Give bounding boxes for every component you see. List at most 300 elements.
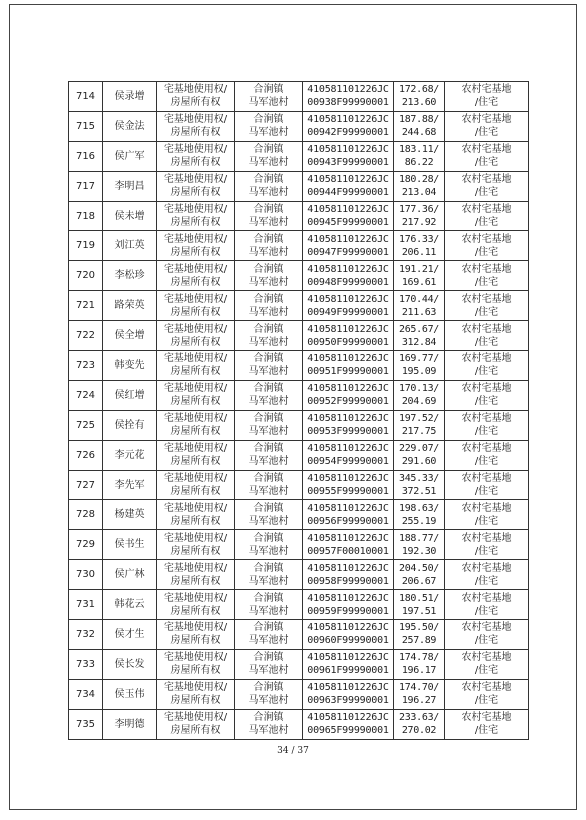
unit-code-cell bbox=[303, 500, 394, 530]
location-cell bbox=[235, 171, 303, 201]
location-line: 马军池村 bbox=[248, 695, 289, 707]
location-line: 合涧镇 bbox=[253, 562, 284, 574]
unit-code-line: 00958F99990001 bbox=[307, 575, 389, 587]
unit-code-line: 00963F99990001 bbox=[307, 695, 389, 707]
unit-code-line: 00938F99990001 bbox=[307, 97, 389, 109]
unit-code-line: 410581101226JC bbox=[307, 263, 389, 275]
location-line: 马军池村 bbox=[248, 157, 289, 169]
right-type-line: 房屋所有权 bbox=[170, 605, 221, 617]
usage-line: 农村宅基地 bbox=[461, 532, 512, 544]
right-type-cell bbox=[157, 141, 235, 171]
unit-code-line: 00947F99990001 bbox=[307, 246, 389, 258]
table-row bbox=[69, 171, 529, 201]
table-row bbox=[69, 560, 529, 590]
usage-cell bbox=[445, 590, 529, 620]
row-number-cell: 724 bbox=[69, 380, 103, 410]
right-type-line: 房屋所有权 bbox=[170, 515, 221, 527]
area-line: 183.11/ bbox=[398, 144, 440, 156]
unit-code-line: 410581101226JC bbox=[307, 233, 389, 245]
location-line: 合涧镇 bbox=[253, 204, 284, 215]
usage-cell bbox=[445, 440, 529, 470]
usage-line: /住宅 bbox=[474, 725, 499, 737]
right-type-line: 宅基地使用权/ bbox=[163, 682, 228, 694]
usage-line: 农村宅基地 bbox=[461, 413, 512, 425]
location-cell bbox=[235, 321, 303, 351]
location-line: 合涧镇 bbox=[253, 682, 284, 694]
right-type-line: 房屋所有权 bbox=[170, 276, 221, 288]
area-line: 174.70/ bbox=[398, 682, 440, 694]
table-row bbox=[69, 82, 529, 112]
area-line: 291.60 bbox=[401, 456, 437, 468]
table-row bbox=[69, 590, 529, 620]
unit-code-line: 00950F99990001 bbox=[307, 336, 389, 348]
owner-name-cell: 侯长发 bbox=[103, 649, 157, 679]
right-type-cell bbox=[157, 679, 235, 709]
usage-line: /住宅 bbox=[474, 396, 499, 408]
location-line: 合涧镇 bbox=[253, 353, 284, 365]
right-type-line: 宅基地使用权/ bbox=[163, 712, 228, 724]
table-row bbox=[69, 321, 529, 351]
right-type-line: 房屋所有权 bbox=[170, 575, 221, 587]
page-number: 34 / 37 bbox=[277, 746, 309, 756]
usage-line: /住宅 bbox=[474, 187, 499, 199]
location-line: 合涧镇 bbox=[253, 622, 284, 634]
area-cell bbox=[394, 380, 445, 410]
usage-line: 农村宅基地 bbox=[461, 204, 512, 215]
owner-name-cell: 侯广军 bbox=[103, 141, 157, 171]
area-line: 174.78/ bbox=[398, 652, 440, 664]
right-type-line: 房屋所有权 bbox=[170, 545, 221, 557]
usage-line: 农村宅基地 bbox=[461, 562, 512, 574]
row-number-cell: 729 bbox=[69, 530, 103, 560]
location-cell bbox=[235, 649, 303, 679]
location-line: 合涧镇 bbox=[253, 652, 284, 664]
unit-code-line: 00955F99990001 bbox=[307, 486, 389, 498]
usage-line: /住宅 bbox=[474, 217, 499, 228]
location-line: 合涧镇 bbox=[253, 144, 284, 156]
area-line: 345.33/ bbox=[398, 473, 440, 485]
table-row bbox=[69, 620, 529, 650]
row-number-cell: 730 bbox=[69, 560, 103, 590]
area-line: 172.68/ bbox=[398, 84, 440, 96]
location-cell bbox=[235, 141, 303, 171]
usage-line: /住宅 bbox=[474, 515, 499, 527]
location-line: 马军池村 bbox=[248, 306, 289, 318]
unit-code-line: 410581101226JC bbox=[307, 353, 389, 365]
location-line: 马军池村 bbox=[248, 276, 289, 288]
owner-name-cell: 侯才生 bbox=[103, 620, 157, 650]
usage-cell bbox=[445, 709, 529, 739]
unit-code-line: 00957F00010001 bbox=[307, 545, 389, 557]
unit-code-line: 410581101226JC bbox=[307, 712, 389, 724]
location-line: 合涧镇 bbox=[253, 174, 284, 186]
location-line: 马军池村 bbox=[248, 426, 289, 438]
area-line: 372.51 bbox=[401, 486, 437, 498]
area-cell bbox=[394, 530, 445, 560]
location-line: 马军池村 bbox=[248, 396, 289, 408]
usage-line: /住宅 bbox=[474, 97, 499, 109]
table-row bbox=[69, 380, 529, 410]
usage-cell bbox=[445, 351, 529, 381]
unit-code-cell bbox=[303, 410, 394, 440]
right-type-line: 房屋所有权 bbox=[170, 127, 221, 139]
right-type-cell bbox=[157, 201, 235, 231]
unit-code-cell bbox=[303, 620, 394, 650]
owner-name-cell: 侯玉伟 bbox=[103, 679, 157, 709]
unit-code-cell bbox=[303, 709, 394, 739]
usage-cell bbox=[445, 500, 529, 530]
owner-name-cell: 李元花 bbox=[103, 440, 157, 470]
usage-cell bbox=[445, 201, 529, 231]
location-line: 合涧镇 bbox=[253, 323, 284, 335]
area-line: 265.67/ bbox=[398, 323, 440, 335]
area-line: 187.88/ bbox=[398, 114, 440, 126]
right-type-line: 房屋所有权 bbox=[170, 246, 221, 258]
row-number-cell: 734 bbox=[69, 679, 103, 709]
unit-code-cell bbox=[303, 141, 394, 171]
unit-code-cell bbox=[303, 649, 394, 679]
usage-line: 农村宅基地 bbox=[461, 174, 512, 186]
area-cell bbox=[394, 440, 445, 470]
area-cell bbox=[394, 470, 445, 500]
unit-code-line: 00965F99990001 bbox=[307, 725, 389, 737]
usage-line: 农村宅基地 bbox=[461, 682, 512, 694]
unit-code-line: 410581101226JC bbox=[307, 682, 389, 694]
unit-code-line: 00954F99990001 bbox=[307, 456, 389, 468]
location-line: 合涧镇 bbox=[253, 473, 284, 485]
row-number-cell: 721 bbox=[69, 291, 103, 321]
area-cell bbox=[394, 560, 445, 590]
usage-line: 农村宅基地 bbox=[461, 263, 512, 275]
right-type-line: 宅基地使用权/ bbox=[163, 84, 228, 96]
area-cell bbox=[394, 171, 445, 201]
area-cell bbox=[394, 321, 445, 351]
usage-line: 农村宅基地 bbox=[461, 323, 512, 335]
row-number-cell: 727 bbox=[69, 470, 103, 500]
row-number-cell: 731 bbox=[69, 590, 103, 620]
area-line: 192.30 bbox=[401, 545, 437, 557]
unit-code-cell bbox=[303, 351, 394, 381]
area-line: 196.17 bbox=[401, 665, 437, 677]
owner-name-cell: 韩变先 bbox=[103, 351, 157, 381]
area-line: 217.92 bbox=[401, 217, 437, 228]
usage-cell bbox=[445, 141, 529, 171]
usage-line: /住宅 bbox=[474, 486, 499, 498]
area-line: 169.61 bbox=[401, 276, 437, 288]
owner-name-cell: 李先军 bbox=[103, 470, 157, 500]
area-line: 312.84 bbox=[401, 336, 437, 348]
location-line: 合涧镇 bbox=[253, 413, 284, 425]
unit-code-line: 410581101226JC bbox=[307, 204, 389, 215]
registration-table bbox=[68, 81, 529, 740]
usage-line: 农村宅基地 bbox=[461, 353, 512, 365]
location-line: 马军池村 bbox=[248, 187, 289, 199]
right-type-line: 宅基地使用权/ bbox=[163, 323, 228, 335]
usage-line: /住宅 bbox=[474, 635, 499, 647]
location-line: 马军池村 bbox=[248, 665, 289, 677]
location-line: 马军池村 bbox=[248, 97, 289, 109]
location-line: 马军池村 bbox=[248, 635, 289, 647]
table-row bbox=[69, 470, 529, 500]
location-line: 马军池村 bbox=[248, 336, 289, 348]
unit-code-cell bbox=[303, 679, 394, 709]
unit-code-cell bbox=[303, 560, 394, 590]
unit-code-cell bbox=[303, 261, 394, 291]
row-number-cell: 719 bbox=[69, 231, 103, 261]
area-cell bbox=[394, 500, 445, 530]
usage-cell bbox=[445, 679, 529, 709]
area-line: 270.02 bbox=[401, 725, 437, 737]
unit-code-cell bbox=[303, 380, 394, 410]
right-type-line: 房屋所有权 bbox=[170, 456, 221, 468]
right-type-line: 宅基地使用权/ bbox=[163, 174, 228, 186]
row-number-cell: 717 bbox=[69, 171, 103, 201]
table-row bbox=[69, 111, 529, 141]
right-type-line: 房屋所有权 bbox=[170, 217, 221, 228]
right-type-cell bbox=[157, 440, 235, 470]
usage-line: 农村宅基地 bbox=[461, 712, 512, 724]
unit-code-line: 00961F99990001 bbox=[307, 665, 389, 677]
row-number-cell: 716 bbox=[69, 141, 103, 171]
area-line: 176.33/ bbox=[398, 233, 440, 245]
usage-line: /住宅 bbox=[474, 426, 499, 438]
usage-line: /住宅 bbox=[474, 575, 499, 587]
location-line: 合涧镇 bbox=[253, 233, 284, 245]
area-cell bbox=[394, 410, 445, 440]
area-line: 211.63 bbox=[401, 306, 437, 318]
right-type-cell bbox=[157, 620, 235, 650]
unit-code-line: 00948F99990001 bbox=[307, 276, 389, 288]
usage-line: /住宅 bbox=[474, 605, 499, 617]
unit-code-line: 410581101226JC bbox=[307, 413, 389, 425]
row-number-cell: 728 bbox=[69, 500, 103, 530]
table-row bbox=[69, 261, 529, 291]
location-line: 合涧镇 bbox=[253, 84, 284, 96]
area-line: 204.69 bbox=[401, 396, 437, 408]
right-type-line: 宅基地使用权/ bbox=[163, 592, 228, 604]
usage-cell bbox=[445, 111, 529, 141]
unit-code-line: 00944F99990001 bbox=[307, 187, 389, 199]
right-type-line: 宅基地使用权/ bbox=[163, 114, 228, 126]
right-type-line: 房屋所有权 bbox=[170, 336, 221, 348]
area-line: 257.89 bbox=[401, 635, 437, 647]
location-line: 合涧镇 bbox=[253, 502, 284, 514]
unit-code-line: 00945F99990001 bbox=[307, 217, 389, 228]
table-row bbox=[69, 500, 529, 530]
location-cell bbox=[235, 201, 303, 231]
right-type-line: 宅基地使用权/ bbox=[163, 622, 228, 634]
right-type-line: 房屋所有权 bbox=[170, 187, 221, 199]
area-line: 213.04 bbox=[401, 187, 437, 199]
location-line: 马军池村 bbox=[248, 127, 289, 139]
location-line: 合涧镇 bbox=[253, 532, 284, 544]
row-number-cell: 733 bbox=[69, 649, 103, 679]
table-row bbox=[69, 709, 529, 739]
area-line: 204.50/ bbox=[398, 562, 440, 574]
area-line: 86.22 bbox=[404, 157, 434, 169]
usage-cell bbox=[445, 560, 529, 590]
right-type-line: 房屋所有权 bbox=[170, 366, 221, 378]
unit-code-cell bbox=[303, 530, 394, 560]
usage-cell bbox=[445, 321, 529, 351]
area-line: 180.28/ bbox=[398, 174, 440, 186]
unit-code-line: 410581101226JC bbox=[307, 622, 389, 634]
usage-line: /住宅 bbox=[474, 157, 499, 169]
unit-code-line: 00960F99990001 bbox=[307, 635, 389, 647]
table-row bbox=[69, 291, 529, 321]
right-type-line: 宅基地使用权/ bbox=[163, 383, 228, 395]
unit-code-line: 00951F99990001 bbox=[307, 366, 389, 378]
right-type-line: 房屋所有权 bbox=[170, 725, 221, 737]
area-line: 195.50/ bbox=[398, 622, 440, 634]
right-type-cell bbox=[157, 560, 235, 590]
location-line: 马军池村 bbox=[248, 486, 289, 498]
unit-code-cell bbox=[303, 111, 394, 141]
unit-code-cell bbox=[303, 470, 394, 500]
unit-code-line: 410581101226JC bbox=[307, 652, 389, 664]
usage-line: 农村宅基地 bbox=[461, 473, 512, 485]
usage-line: /住宅 bbox=[474, 276, 499, 288]
unit-code-cell bbox=[303, 82, 394, 112]
right-type-line: 房屋所有权 bbox=[170, 306, 221, 318]
location-cell bbox=[235, 560, 303, 590]
owner-name-cell: 侯全增 bbox=[103, 321, 157, 351]
row-number-cell: 720 bbox=[69, 261, 103, 291]
right-type-line: 宅基地使用权/ bbox=[163, 532, 228, 544]
unit-code-cell bbox=[303, 171, 394, 201]
right-type-cell bbox=[157, 111, 235, 141]
right-type-line: 宅基地使用权/ bbox=[163, 263, 228, 275]
unit-code-line: 410581101226JC bbox=[307, 144, 389, 156]
area-line: 197.52/ bbox=[398, 413, 440, 425]
usage-line: /住宅 bbox=[474, 246, 499, 258]
row-number-cell: 715 bbox=[69, 111, 103, 141]
table-row bbox=[69, 530, 529, 560]
area-line: 177.36/ bbox=[398, 204, 440, 215]
usage-line: /住宅 bbox=[474, 545, 499, 557]
right-type-cell bbox=[157, 380, 235, 410]
unit-code-line: 410581101226JC bbox=[307, 383, 389, 395]
right-type-line: 宅基地使用权/ bbox=[163, 413, 228, 425]
right-type-cell bbox=[157, 500, 235, 530]
row-number-cell: 714 bbox=[69, 82, 103, 112]
row-number-cell: 722 bbox=[69, 321, 103, 351]
location-line: 合涧镇 bbox=[253, 712, 284, 724]
table-row bbox=[69, 440, 529, 470]
location-cell bbox=[235, 261, 303, 291]
location-cell bbox=[235, 620, 303, 650]
row-number-cell: 718 bbox=[69, 201, 103, 231]
owner-name-cell: 侯录增 bbox=[103, 82, 157, 112]
usage-line: /住宅 bbox=[474, 456, 499, 468]
location-cell bbox=[235, 440, 303, 470]
area-cell bbox=[394, 141, 445, 171]
right-type-cell bbox=[157, 470, 235, 500]
location-cell bbox=[235, 111, 303, 141]
right-type-line: 宅基地使用权/ bbox=[163, 562, 228, 574]
location-line: 合涧镇 bbox=[253, 592, 284, 604]
area-cell bbox=[394, 679, 445, 709]
location-cell bbox=[235, 410, 303, 440]
area-line: 217.75 bbox=[401, 426, 437, 438]
usage-cell bbox=[445, 410, 529, 440]
area-cell bbox=[394, 709, 445, 739]
area-line: 195.09 bbox=[401, 366, 437, 378]
unit-code-line: 00953F99990001 bbox=[307, 426, 389, 438]
area-cell bbox=[394, 82, 445, 112]
usage-line: /住宅 bbox=[474, 127, 499, 139]
owner-name-cell: 侯广林 bbox=[103, 560, 157, 590]
right-type-line: 宅基地使用权/ bbox=[163, 502, 228, 514]
location-cell bbox=[235, 470, 303, 500]
table-row bbox=[69, 649, 529, 679]
location-line: 合涧镇 bbox=[253, 383, 284, 395]
area-line: 213.60 bbox=[401, 97, 437, 109]
right-type-line: 房屋所有权 bbox=[170, 396, 221, 408]
area-cell bbox=[394, 231, 445, 261]
unit-code-line: 00949F99990001 bbox=[307, 306, 389, 318]
right-type-line: 房屋所有权 bbox=[170, 426, 221, 438]
table-row bbox=[69, 141, 529, 171]
unit-code-line: 00943F99990001 bbox=[307, 157, 389, 169]
unit-code-line: 00956F99990001 bbox=[307, 515, 389, 527]
right-type-cell bbox=[157, 82, 235, 112]
owner-name-cell: 刘江英 bbox=[103, 231, 157, 261]
area-cell bbox=[394, 291, 445, 321]
location-cell bbox=[235, 380, 303, 410]
unit-code-line: 410581101226JC bbox=[307, 114, 389, 126]
row-number-cell: 725 bbox=[69, 410, 103, 440]
owner-name-cell: 杨建英 bbox=[103, 500, 157, 530]
location-line: 马军池村 bbox=[248, 456, 289, 468]
unit-code-line: 410581101226JC bbox=[307, 443, 389, 455]
area-line: 169.77/ bbox=[398, 353, 440, 365]
location-cell bbox=[235, 590, 303, 620]
location-line: 马军池村 bbox=[248, 575, 289, 587]
table-row bbox=[69, 201, 529, 231]
area-line: 196.27 bbox=[401, 695, 437, 707]
right-type-cell bbox=[157, 649, 235, 679]
right-type-line: 宅基地使用权/ bbox=[163, 233, 228, 245]
owner-name-cell: 李松珍 bbox=[103, 261, 157, 291]
owner-name-cell: 路荣英 bbox=[103, 291, 157, 321]
right-type-line: 房屋所有权 bbox=[170, 635, 221, 647]
location-cell bbox=[235, 291, 303, 321]
area-line: 170.44/ bbox=[398, 293, 440, 305]
unit-code-cell bbox=[303, 231, 394, 261]
right-type-cell bbox=[157, 321, 235, 351]
usage-cell bbox=[445, 231, 529, 261]
area-line: 233.63/ bbox=[398, 712, 440, 724]
usage-line: 农村宅基地 bbox=[461, 84, 512, 96]
area-line: 191.21/ bbox=[398, 263, 440, 275]
unit-code-cell bbox=[303, 201, 394, 231]
right-type-line: 宅基地使用权/ bbox=[163, 473, 228, 485]
right-type-cell bbox=[157, 530, 235, 560]
usage-cell bbox=[445, 380, 529, 410]
right-type-line: 房屋所有权 bbox=[170, 157, 221, 169]
area-line: 229.07/ bbox=[398, 443, 440, 455]
location-line: 马军池村 bbox=[248, 366, 289, 378]
area-line: 180.51/ bbox=[398, 592, 440, 604]
area-cell bbox=[394, 261, 445, 291]
usage-cell bbox=[445, 649, 529, 679]
area-cell bbox=[394, 649, 445, 679]
table-row bbox=[69, 679, 529, 709]
right-type-cell bbox=[157, 231, 235, 261]
usage-line: 农村宅基地 bbox=[461, 502, 512, 514]
table-row bbox=[69, 410, 529, 440]
